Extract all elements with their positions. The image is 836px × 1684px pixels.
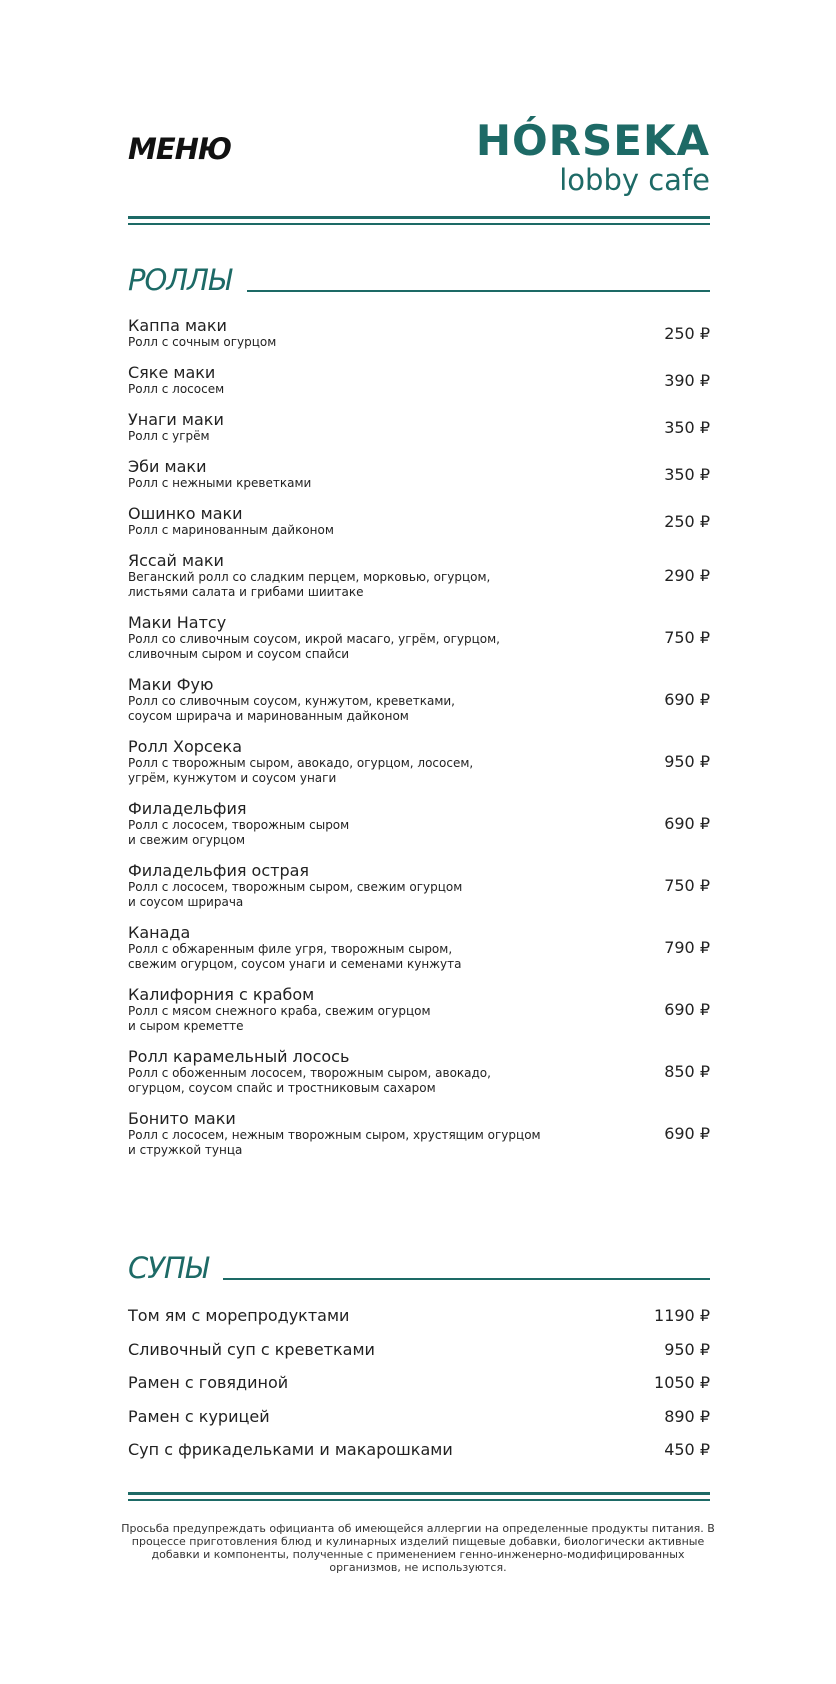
item-description: Ролл с угрём xyxy=(128,429,210,443)
item-name: Ошинко маки xyxy=(128,504,243,523)
menu-item xyxy=(128,923,710,972)
menu-item-text xyxy=(128,675,455,724)
item-price: 350 ₽ xyxy=(664,417,710,437)
item-price: 790 ₽ xyxy=(664,938,710,957)
menu-item xyxy=(128,1047,710,1096)
menu-item-text xyxy=(128,861,462,910)
menu-item xyxy=(128,799,710,848)
menu-item xyxy=(128,613,710,662)
item-description: Ролл с нежными креветками xyxy=(128,476,312,490)
item-name: Ролл карамельный лосось xyxy=(128,1047,350,1066)
menu-item-text xyxy=(128,1047,491,1096)
item-description: Ролл с творожным сыром, авокадо, огурцом, лососем, угрём, кунжутом и соусом унаги xyxy=(128,756,474,785)
menu-item-text xyxy=(128,985,431,1034)
item-price: 250 ₽ xyxy=(664,323,710,343)
item-name: Филадельфия острая xyxy=(128,861,310,880)
menu-item xyxy=(128,457,710,491)
item-description: Веганский ролл со сладким перцем, морковью, огурцом, листьями салата и грибами шиитаке xyxy=(128,570,491,599)
item-description: Ролл с лососем, творожным сыром и свежим огурцом xyxy=(128,818,350,847)
menu-item-text xyxy=(128,457,311,491)
item-description: Ролл с сочным огурцом xyxy=(128,335,277,349)
item-name: Сяке маки xyxy=(128,363,216,382)
item-name: Эби маки xyxy=(128,457,207,476)
item-price: 890 ₽ xyxy=(664,1406,710,1426)
menu-item xyxy=(128,410,710,444)
brand-subtitle: lobby cafe xyxy=(559,163,710,197)
item-price: 390 ₽ xyxy=(664,370,710,390)
menu-item xyxy=(128,1405,710,1439)
item-description: Ролл с лососем xyxy=(128,382,225,396)
item-price: 290 ₽ xyxy=(664,566,710,585)
item-name: Рамен с курицей xyxy=(128,1406,270,1426)
menu-item-text xyxy=(128,613,500,662)
rolls-list xyxy=(128,316,710,1171)
item-price: 250 ₽ xyxy=(664,511,710,531)
item-name: Сливочный суп с креветками xyxy=(128,1339,375,1359)
menu-item xyxy=(128,1371,710,1405)
menu-item xyxy=(128,504,710,538)
item-price: 350 ₽ xyxy=(664,464,710,484)
menu-item xyxy=(128,316,710,350)
menu-item-text xyxy=(128,504,334,538)
item-name: Ролл Хорсека xyxy=(128,737,242,756)
menu-item-text xyxy=(128,316,276,350)
item-price: 690 ₽ xyxy=(664,1000,710,1019)
menu-item xyxy=(128,675,710,724)
allergy-note: Просьба предупреждать официанта об имеющейся аллергии на определенные продукты питания. В процессе приготовления блюд и кулинарных изделий пищевые добавки, биологически активные добавки и компоненты, полученные с применением генно-инженерно-модифицированных организмов, не используются. xyxy=(121,1522,715,1574)
item-description: Ролл с обжаренным филе угря, творожным сыром, свежим огурцом, соусом унаги и семенами кунжута xyxy=(128,942,462,971)
item-description: Ролл с лососем, нежным творожным сыром, хрустящим огурцом и стружкой тунца xyxy=(128,1128,541,1157)
item-price: 950 ₽ xyxy=(664,752,710,771)
item-price: 1050 ₽ xyxy=(654,1373,710,1392)
brand-logo xyxy=(476,118,710,196)
soups-list xyxy=(128,1304,710,1472)
item-price: 690 ₽ xyxy=(664,1124,710,1143)
menu-item xyxy=(128,363,710,397)
menu-item xyxy=(128,1438,710,1472)
menu-item xyxy=(128,737,710,786)
section-title: СУПЫ xyxy=(128,1251,208,1285)
menu-item xyxy=(128,551,710,600)
item-name: Рамен с говядиной xyxy=(128,1373,289,1392)
item-name: Унаги маки xyxy=(128,410,224,429)
menu-item xyxy=(128,985,710,1034)
item-name: Яссай маки xyxy=(128,551,224,570)
item-description: Ролл с лососем, творожным сыром, свежим огурцом и соусом шрирача xyxy=(128,880,463,909)
section-header-rolls xyxy=(128,264,710,296)
item-name: Калифорния с крабом xyxy=(128,985,315,1004)
menu-item-text xyxy=(128,410,224,444)
item-description: Ролл с обоженным лососем, творожным сыром, авокадо, огурцом, соусом спайс и тростниковым сахаром xyxy=(128,1066,491,1095)
page-title: МЕНЮ xyxy=(128,132,231,166)
menu-item xyxy=(128,1304,710,1338)
section-underline xyxy=(223,1278,710,1280)
item-description: Ролл с маринованным дайконом xyxy=(128,523,334,537)
item-price: 750 ₽ xyxy=(664,628,710,647)
item-price: 950 ₽ xyxy=(664,1339,710,1359)
item-price: 450 ₽ xyxy=(664,1440,710,1459)
menu-item-text xyxy=(128,1109,541,1158)
item-name: Каппа маки xyxy=(128,316,227,335)
item-price: 690 ₽ xyxy=(664,814,710,833)
menu-item-text xyxy=(128,737,473,786)
footer-divider xyxy=(128,1492,710,1501)
section-underline xyxy=(247,290,710,292)
item-name: Маки Натсу xyxy=(128,613,227,632)
section-header-soups xyxy=(128,1252,710,1284)
menu-item-text xyxy=(128,363,224,397)
item-description: Ролл со сливочным соусом, кунжутом, креветками, соусом шрирача и маринованным дайконом xyxy=(128,694,455,723)
item-description: Ролл с мясом снежного краба, свежим огурцом и сыром креметте xyxy=(128,1004,431,1033)
item-name: Бонито маки xyxy=(128,1109,236,1128)
item-price: 850 ₽ xyxy=(664,1062,710,1081)
menu-item-text xyxy=(128,551,490,600)
item-name: Том ям с морепродуктами xyxy=(128,1306,350,1325)
menu-item xyxy=(128,861,710,910)
brand-name: HÓRSEKA xyxy=(475,116,710,165)
menu-item-text xyxy=(128,799,349,848)
menu-item-text xyxy=(128,923,462,972)
item-price: 750 ₽ xyxy=(664,876,710,895)
header-divider xyxy=(128,216,710,225)
menu-item xyxy=(128,1338,710,1372)
item-price: 1190 ₽ xyxy=(654,1306,710,1325)
item-description: Ролл со сливочным соусом, икрой масаго, угрём, огурцом, сливочным сыром и соусом спайси xyxy=(128,632,500,661)
item-price: 690 ₽ xyxy=(664,690,710,709)
section-title: РОЛЛЫ xyxy=(128,263,231,297)
item-name: Канада xyxy=(128,923,191,942)
item-name: Маки Фую xyxy=(128,675,214,694)
menu-item xyxy=(128,1109,710,1158)
item-name: Филадельфия xyxy=(128,799,247,818)
item-name: Суп с фрикадельками и макарошками xyxy=(128,1440,453,1459)
